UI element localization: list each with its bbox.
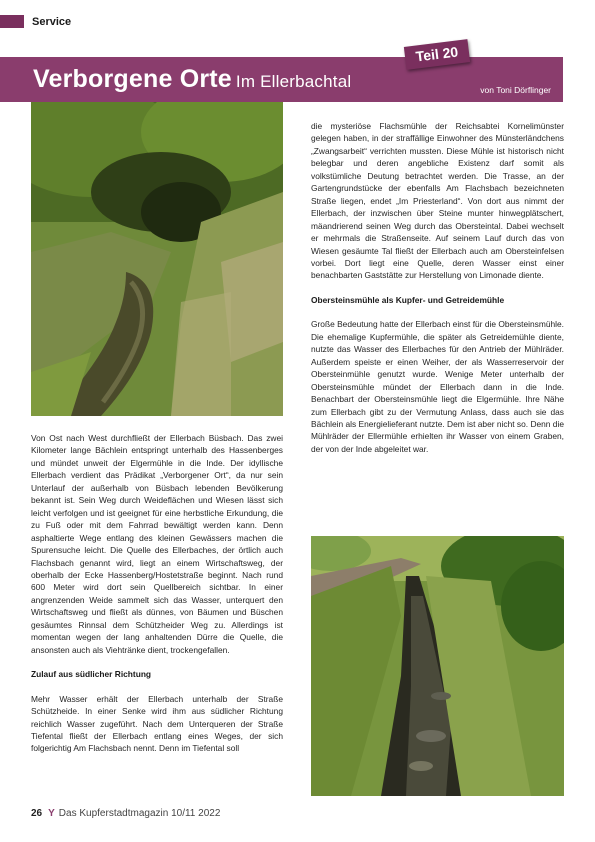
article-author: von Toni Dörflinger [480,85,551,95]
paragraph: Große Bedeutung hatte der Ellerbach einst für die Obersteinsmühle. Die ehemalige Kupfermühle, die später als Getreidemühle diente, nutzte das Wasser des Ellerbaches für den Antrieb der Mühlräder. Außerdem speiste er einen Weiher, der als Wasserreservoir der Obersteinmühle genutzt wurde. Wenige Meter unterhalb der Obersteinsmühle mündet der Ellerbach dann in die Inde. Benachbart der Obersteinsmühle liegt die Elgermühle. Ihre Nähe zum Ellerbach gibt zu der Vermutung Anlass, dass auch sie das Bächlein als Energielieferant nutzte. Dem ist aber nicht so. Denn die Mühlräder der Ellermühle erhielten ihr Wasser von einem Graben, der von der Inde abgeleitet war. [311,319,564,454]
stream-along-path-photo [311,536,564,796]
title-banner [0,57,563,102]
section-color-bar [0,15,24,28]
article-subtitle: Im Ellerbachtal [235,72,352,91]
paragraph: Mehr Wasser erhält der Ellerbach unterhalb der Straße Schützheide. In einer Senke wird ihm aus südlicher Richtung reichlich Wasser zugeführt. Nach dem Unterqueren der Straße Tiefental fließt der Ellerbach entlang eines Weges, der sich folgerichtig Am Flachsbach nennt. Denn im Tiefental soll [31,693,283,754]
subheading: Zulauf aus südlicher Richtung [31,669,152,680]
stream-in-grassy-ditch-photo [31,102,283,416]
section-label: Service [32,16,72,28]
article-column-right [311,120,564,455]
subheading: Obersteinsmühle als Kupfer- und Getreidemühle [311,294,505,305]
paragraph: Von Ost nach West durchfließt der Ellerbach Büsbach. Das zwei Kilometer lange Bächlein entspringt unterhalb des Hassenberges und mündet unweit der Elgermühle in die Inde. Der idyllische Ellerbach verdient das Prädikat „Verborgener Ort“, da nur sein Unterlauf der außerhalb von Büsbach lebenden Bevölkerung bekannt ist. Sein Weg durch Weideflächen und Wiesen lässt sich leicht verfolgen und ist geeignet für eine herbstliche Erkundung, die zu Fuß oder mit dem Fahrrad bewältigt werden kann. Denn asphaltierte Wege entlang des kleinen Gewässers machen die Spurensuche leicht. Die Quelle des Ellerbaches, der örtlich auch Flachsbach genannt wird, liegt an einem Wirtschaftsweg, der oberhalb der Ecke Hassenberg/Hostetstraße beginnt. Nach rund 600 Meter wird dort sein Quellbereich sichtbar. In einer angrenzenden Weide sammelt sich das Wasser, unterquert den Wirtschaftsweg und fließt als dünnes, von Bäumen und Büschen gesäumtes Rinnsal dem Schützheider Weg zu. Allerdings ist momentan wegen der lang anhaltenden Dürre die Quelle, die ansonsten auch als Viehtränke dient, trockengefallen. [31,433,283,655]
article-title-main: Verborgene Orte [33,65,232,93]
magazine-name: Das Kupferstadtmagazin 10/11 2022 [58,808,221,819]
series-badge: Teil 20 [404,39,470,70]
article-title [33,65,351,94]
page-number: 26 [31,808,43,819]
magazine-logo-icon: Y [48,808,55,819]
paragraph: die mysteriöse Flachsmühle der Reichsabtei Kornelimünster gelegen haben, in der straffällige Einwohner des Münsterländchens „Zwangsarbeit“ verrichten mussten. Diese Mühle ist historisch nicht belegbar und deren angebliche Existenz darf somit als volkstümliche Deutung betrachtet werden. Die Trasse, an der Gartengrundstücke der ebenfalls Am Flachsbach bezeichneten Straße liegen, endet „Im Priesterland“. Von dort aus nimmt der Ellerbach, der inzwischen über Steine munter hinwegplätschert, mäandrierend seinen Weg durch das Obersteintal. Dabei wechselt er mehrmals die Straßenseite. Auf seinem Lauf durch das von Wiesen gesäumte Tal fließt der Ellerbach auch am Obersteinfelsen vorbei. Dort liegt eine Quelle, deren Wasser einst einer benachbarten Gaststätte zur Herstellung von Limonade diente. [311,121,564,281]
article-column-left [31,432,283,755]
page-footer [31,808,220,819]
